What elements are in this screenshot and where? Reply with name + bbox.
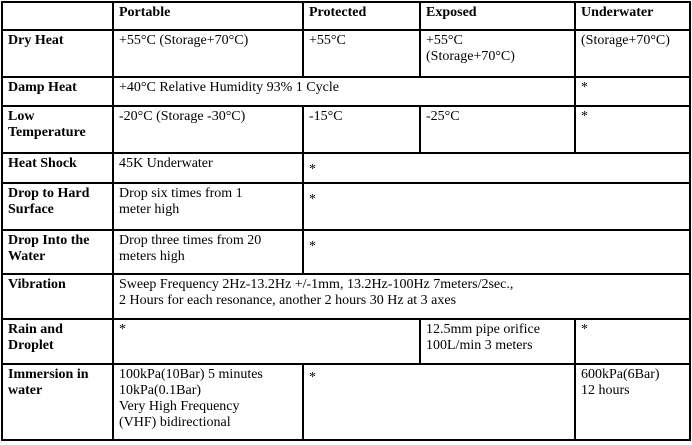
- cell-drop-hard-rest: *: [303, 183, 690, 230]
- table-row-low-temperature: [2, 106, 690, 153]
- table-row-drop-hard-surface: [2, 183, 690, 230]
- cell-dry-heat-protected: +55°C: [303, 30, 420, 77]
- table-row-vibration: [2, 274, 690, 319]
- cell-immersion-underwater: 600kPa(6Bar) 12 hours: [575, 364, 690, 440]
- table-row-rain-droplet: [2, 319, 690, 364]
- cell-drop-hard-portable: Drop six times from 1 meter high: [113, 183, 303, 230]
- row-header-dry-heat: Dry Heat: [2, 30, 113, 77]
- row-header-drop-hard-surface: Drop to Hard Surface: [2, 183, 113, 230]
- cell-dry-heat-underwater: (Storage+70°C): [575, 30, 690, 77]
- table-row-damp-heat: [2, 77, 690, 106]
- row-header-immersion: Immersion in water: [2, 364, 113, 440]
- cell-drop-water-portable: Drop three times from 20 meters high: [113, 230, 303, 274]
- cell-rain-portable-protected: *: [113, 319, 420, 364]
- row-header-drop-into-water: Drop Into the Water: [2, 230, 113, 274]
- cell-dry-heat-portable: +55°C (Storage+70°C): [113, 30, 303, 77]
- column-header-exposed: Exposed: [420, 2, 575, 30]
- table-row-heat-shock: [2, 153, 690, 183]
- cell-immersion-portable: 100kPa(10Bar) 5 minutes 10kPa(0.1Bar) Very High Frequency (VHF) bidirectional: [113, 364, 303, 440]
- cell-damp-heat-combined: +40°C Relative Humidity 93% 1 Cycle: [113, 77, 575, 106]
- cell-vibration-all: Sweep Frequency 2Hz-13.2Hz +/-1mm, 13.2Hz-100Hz 7meters/2sec., 2 Hours for each resonance, another 2 hours 30 Hz at 3 axes: [113, 274, 690, 319]
- table-row-immersion: [2, 364, 690, 440]
- cell-low-temp-portable: -20°C (Storage -30°C): [113, 106, 303, 153]
- row-header-low-temperature: Low Temperature: [2, 106, 113, 153]
- cell-low-temp-underwater: *: [575, 106, 690, 153]
- cell-low-temp-exposed: -25°C: [420, 106, 575, 153]
- row-header-heat-shock: Heat Shock: [2, 153, 113, 183]
- cell-heat-shock-portable: 45K Underwater: [113, 153, 303, 183]
- cell-rain-exposed: 12.5mm pipe orifice 100L/min 3 meters: [420, 319, 575, 364]
- row-header-damp-heat: Damp Heat: [2, 77, 113, 106]
- row-header-rain-droplet: Rain and Droplet: [2, 319, 113, 364]
- column-header-portable: Portable: [113, 2, 303, 30]
- column-header-protected: Protected: [303, 2, 420, 30]
- table-row-drop-into-water: [2, 230, 690, 274]
- cell-immersion-protected-exposed: *: [303, 364, 575, 440]
- corner-cell: [2, 2, 113, 30]
- cell-dry-heat-exposed: +55°C (Storage+70°C): [420, 30, 575, 77]
- table-row-dry-heat: [2, 30, 690, 77]
- cell-damp-heat-underwater: *: [575, 77, 690, 106]
- cell-drop-water-rest: *: [303, 230, 690, 274]
- environmental-test-table: [1, 1, 691, 441]
- cell-low-temp-protected: -15°C: [303, 106, 420, 153]
- header-row: [2, 2, 690, 30]
- column-header-underwater: Underwater: [575, 2, 690, 30]
- cell-heat-shock-rest: *: [303, 153, 690, 183]
- cell-rain-underwater: *: [575, 319, 690, 364]
- row-header-vibration: Vibration: [2, 274, 113, 319]
